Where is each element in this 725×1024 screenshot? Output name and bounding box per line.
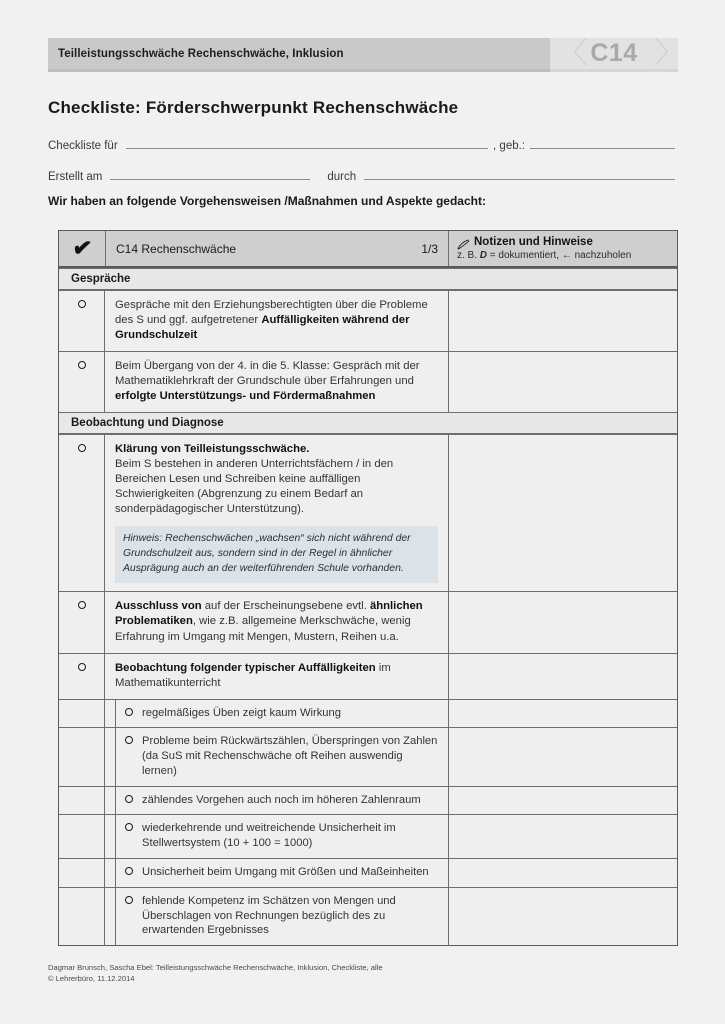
notes-column-header — [449, 231, 677, 266]
check-mark-icon: ✔ — [70, 233, 94, 263]
circle-icon — [125, 795, 133, 803]
item-paragraph: Klärung von Teilleistungsschwäche. Beim S bestehen in anderen Unterrichtsfächern / in den Bereichen Lesen und Schreiben keine auffälligen Schwierigkeiten (Abgrenzung zu einem Bedarf an sonderpädagogischer Unterstützung). — [115, 443, 394, 516]
notes-sub-symbol: D — [479, 250, 488, 261]
subitem-checkbox[interactable] — [116, 859, 142, 887]
section-header: Beobachtung und Diagnose — [59, 412, 677, 434]
item-checkbox[interactable] — [59, 352, 105, 412]
circle-icon — [78, 601, 86, 609]
item-notes-cell[interactable] — [449, 435, 677, 591]
item-text — [105, 352, 449, 412]
checklist-subitem-row — [59, 887, 677, 945]
checklist-subitem-row — [59, 727, 677, 785]
item-checkbox[interactable] — [59, 435, 105, 591]
form-row-checkliste-fuer — [48, 136, 678, 152]
item-checkbox[interactable] — [59, 291, 105, 351]
footer-line-1: Dagmar Brunsch, Sascha Ebel: Teilleistungsschwäche Rechenschwäche, Inklusion, Checkliste, alle — [48, 963, 383, 972]
bracket-right-icon: 〉 — [654, 37, 684, 70]
checklist-table — [58, 230, 678, 946]
checklist-item-row — [59, 290, 677, 351]
subitem-text: fehlende Kompetenz im Schätzen von Mengen und Überschlagen von Rechnungen bezüglich des zu erwartenden Ergebnisses — [142, 894, 396, 937]
circle-icon — [125, 896, 133, 904]
subitem-left-gutter — [105, 888, 116, 945]
item-notes-cell[interactable] — [449, 291, 677, 351]
topic-column-header — [106, 231, 449, 266]
subitem-wrapper — [105, 888, 449, 945]
pencil-icon — [457, 237, 470, 248]
subitem-checkbox[interactable] — [116, 700, 142, 728]
item-paragraph: Beobachtung folgender typischer Auffälligkeiten im Mathematikunterricht — [115, 661, 391, 689]
subitem-notes-cell[interactable] — [449, 787, 677, 815]
notes-title-row — [457, 236, 669, 248]
subitem-checkbox[interactable] — [116, 815, 142, 858]
item-notes-cell[interactable] — [449, 654, 677, 699]
item-checkbox[interactable] — [59, 654, 105, 699]
item-text — [105, 654, 449, 699]
check-column-header — [59, 231, 106, 266]
subitem-wrapper — [105, 728, 449, 785]
item-notes-cell[interactable] — [449, 592, 677, 652]
checklist-item-row — [59, 653, 677, 699]
item-checkbox[interactable] — [59, 592, 105, 652]
subitem-wrapper — [105, 787, 449, 815]
label-checkliste-fuer: Checkliste für — [48, 140, 118, 152]
subitem-wrapper — [105, 700, 449, 728]
notes-title: Notizen und Hinweise — [474, 236, 593, 248]
subitem-text: Probleme beim Rückwärtszählen, Überspringen von Zahlen (da SuS mit Rechenschwäche oft Reihen auswendig lernen) — [142, 735, 438, 777]
subitem-indent — [59, 815, 105, 858]
subitem-left-gutter — [105, 859, 116, 887]
subitem-left-gutter — [105, 700, 116, 728]
subitem-left-gutter — [105, 787, 116, 815]
hinweis-callout: Hinweis: Rechenschwächen „wachsen“ sich nicht während der Grundschulzeit aus, sondern sind in der Regel in ähnlicher Ausprägung auch an der weiterführenden Schule vorhanden. — [115, 526, 438, 583]
subitem-notes-cell[interactable] — [449, 815, 677, 858]
input-birthdate-line[interactable] — [530, 136, 675, 149]
checklist-subitem-row — [59, 699, 677, 728]
header-title-bar — [48, 38, 550, 72]
subitem-notes-cell[interactable] — [449, 700, 677, 728]
checklist-subitem-row — [59, 814, 677, 858]
item-text — [105, 592, 449, 652]
checklist-subitem-row — [59, 858, 677, 887]
input-author-line[interactable] — [364, 167, 675, 180]
item-paragraph: Beim Übergang von der 4. in die 5. Klasse: Gespräch mit der Mathematiklehrkraft der Grundschule über Erfahrungen und erfolgte Unterstützungs- und Fördermaßnahmen — [115, 360, 420, 403]
checklist-body — [59, 268, 677, 945]
item-paragraph: Ausschluss von auf der Erscheinungsebene evtl. ähnlichen Problematiken, wie z.B. allgemeine Merkschwäche, wenig Erfahrung im Umgang mit Mengen, Mustern, Reihen u.a. — [115, 600, 423, 643]
document-footer — [48, 962, 568, 985]
document-header-band — [48, 37, 684, 72]
notes-sub-rest: = dokumentiert, ← nachzuholen — [487, 250, 632, 261]
circle-icon — [78, 361, 86, 369]
input-name-line[interactable] — [126, 136, 488, 149]
checklist-item-row — [59, 351, 677, 412]
subitem-checkbox[interactable] — [116, 728, 142, 785]
input-date-line[interactable] — [110, 167, 310, 180]
checklist-subitem-row — [59, 786, 677, 815]
item-text — [105, 291, 449, 351]
label-erstellt-am: Erstellt am — [48, 171, 103, 183]
circle-icon — [78, 300, 86, 308]
page-number: 1/3 — [421, 241, 438, 256]
subitem-indent — [59, 888, 105, 945]
subitem-indent — [59, 700, 105, 728]
page-title: Checkliste: Förderschwerpunkt Rechenschwäche — [48, 98, 459, 117]
subitem-text: Unsicherheit beim Umgang mit Größen und Maßeinheiten — [142, 866, 429, 879]
subitem-wrapper — [105, 859, 449, 887]
circle-icon — [78, 663, 86, 671]
form-row-erstellt-am — [48, 167, 678, 183]
checklist-header-row — [59, 231, 677, 268]
header-title: Teilleistungsschwäche Rechenschwäche, Inklusion — [58, 47, 344, 60]
header-code-badge — [550, 37, 684, 72]
intro-text: Wir haben an folgende Vorgehensweisen /Maßnahmen und Aspekte gedacht: — [48, 194, 486, 208]
subitem-left-gutter — [105, 815, 116, 858]
item-paragraph: Gespräche mit den Erziehungsberechtigten über die Probleme des S und ggf. aufgetretener Auffälligkeiten während der Grundschulzeit — [115, 299, 428, 342]
subitem-text: wiederkehrende und weitreichende Unsicherheit im Stellwertsystem (10 + 100 = 1000) — [142, 822, 396, 850]
checklist-item-row — [59, 434, 677, 591]
item-text — [105, 435, 449, 591]
item-notes-cell[interactable] — [449, 352, 677, 412]
subitem-checkbox[interactable] — [116, 787, 142, 815]
circle-icon — [125, 736, 133, 744]
subitem-indent — [59, 728, 105, 785]
topic-title: C14 Rechenschwäche — [116, 241, 237, 256]
notes-subtitle — [457, 250, 669, 261]
form-fields — [48, 136, 678, 198]
subitem-checkbox[interactable] — [116, 888, 142, 945]
checklist-item-row — [59, 591, 677, 652]
subitem-notes-cell[interactable] — [449, 728, 677, 785]
circle-icon — [125, 823, 133, 831]
circle-icon — [78, 444, 86, 452]
notes-sub-prefix: z. B. — [457, 250, 480, 261]
subitem-indent — [59, 859, 105, 887]
subitem-wrapper — [105, 815, 449, 858]
subitem-notes-cell[interactable] — [449, 888, 677, 945]
header-code-text: C14 — [590, 39, 638, 67]
label-durch: durch — [327, 171, 357, 183]
section-header: Gespräche — [59, 268, 677, 290]
subitem-indent — [59, 787, 105, 815]
subitem-left-gutter — [105, 728, 116, 785]
subitem-text: regelmäßiges Üben zeigt kaum Wirkung — [142, 706, 341, 719]
bracket-left-icon: 〈 — [558, 37, 588, 70]
circle-icon — [125, 708, 133, 716]
circle-icon — [125, 867, 133, 875]
label-geb: , geb.: — [493, 140, 525, 152]
footer-line-2: © Lehrerbüro, 11.12.2014 — [48, 974, 135, 984]
subitem-text: zählendes Vorgehen auch noch im höheren Zahlenraum — [142, 793, 421, 806]
subitem-notes-cell[interactable] — [449, 859, 677, 887]
